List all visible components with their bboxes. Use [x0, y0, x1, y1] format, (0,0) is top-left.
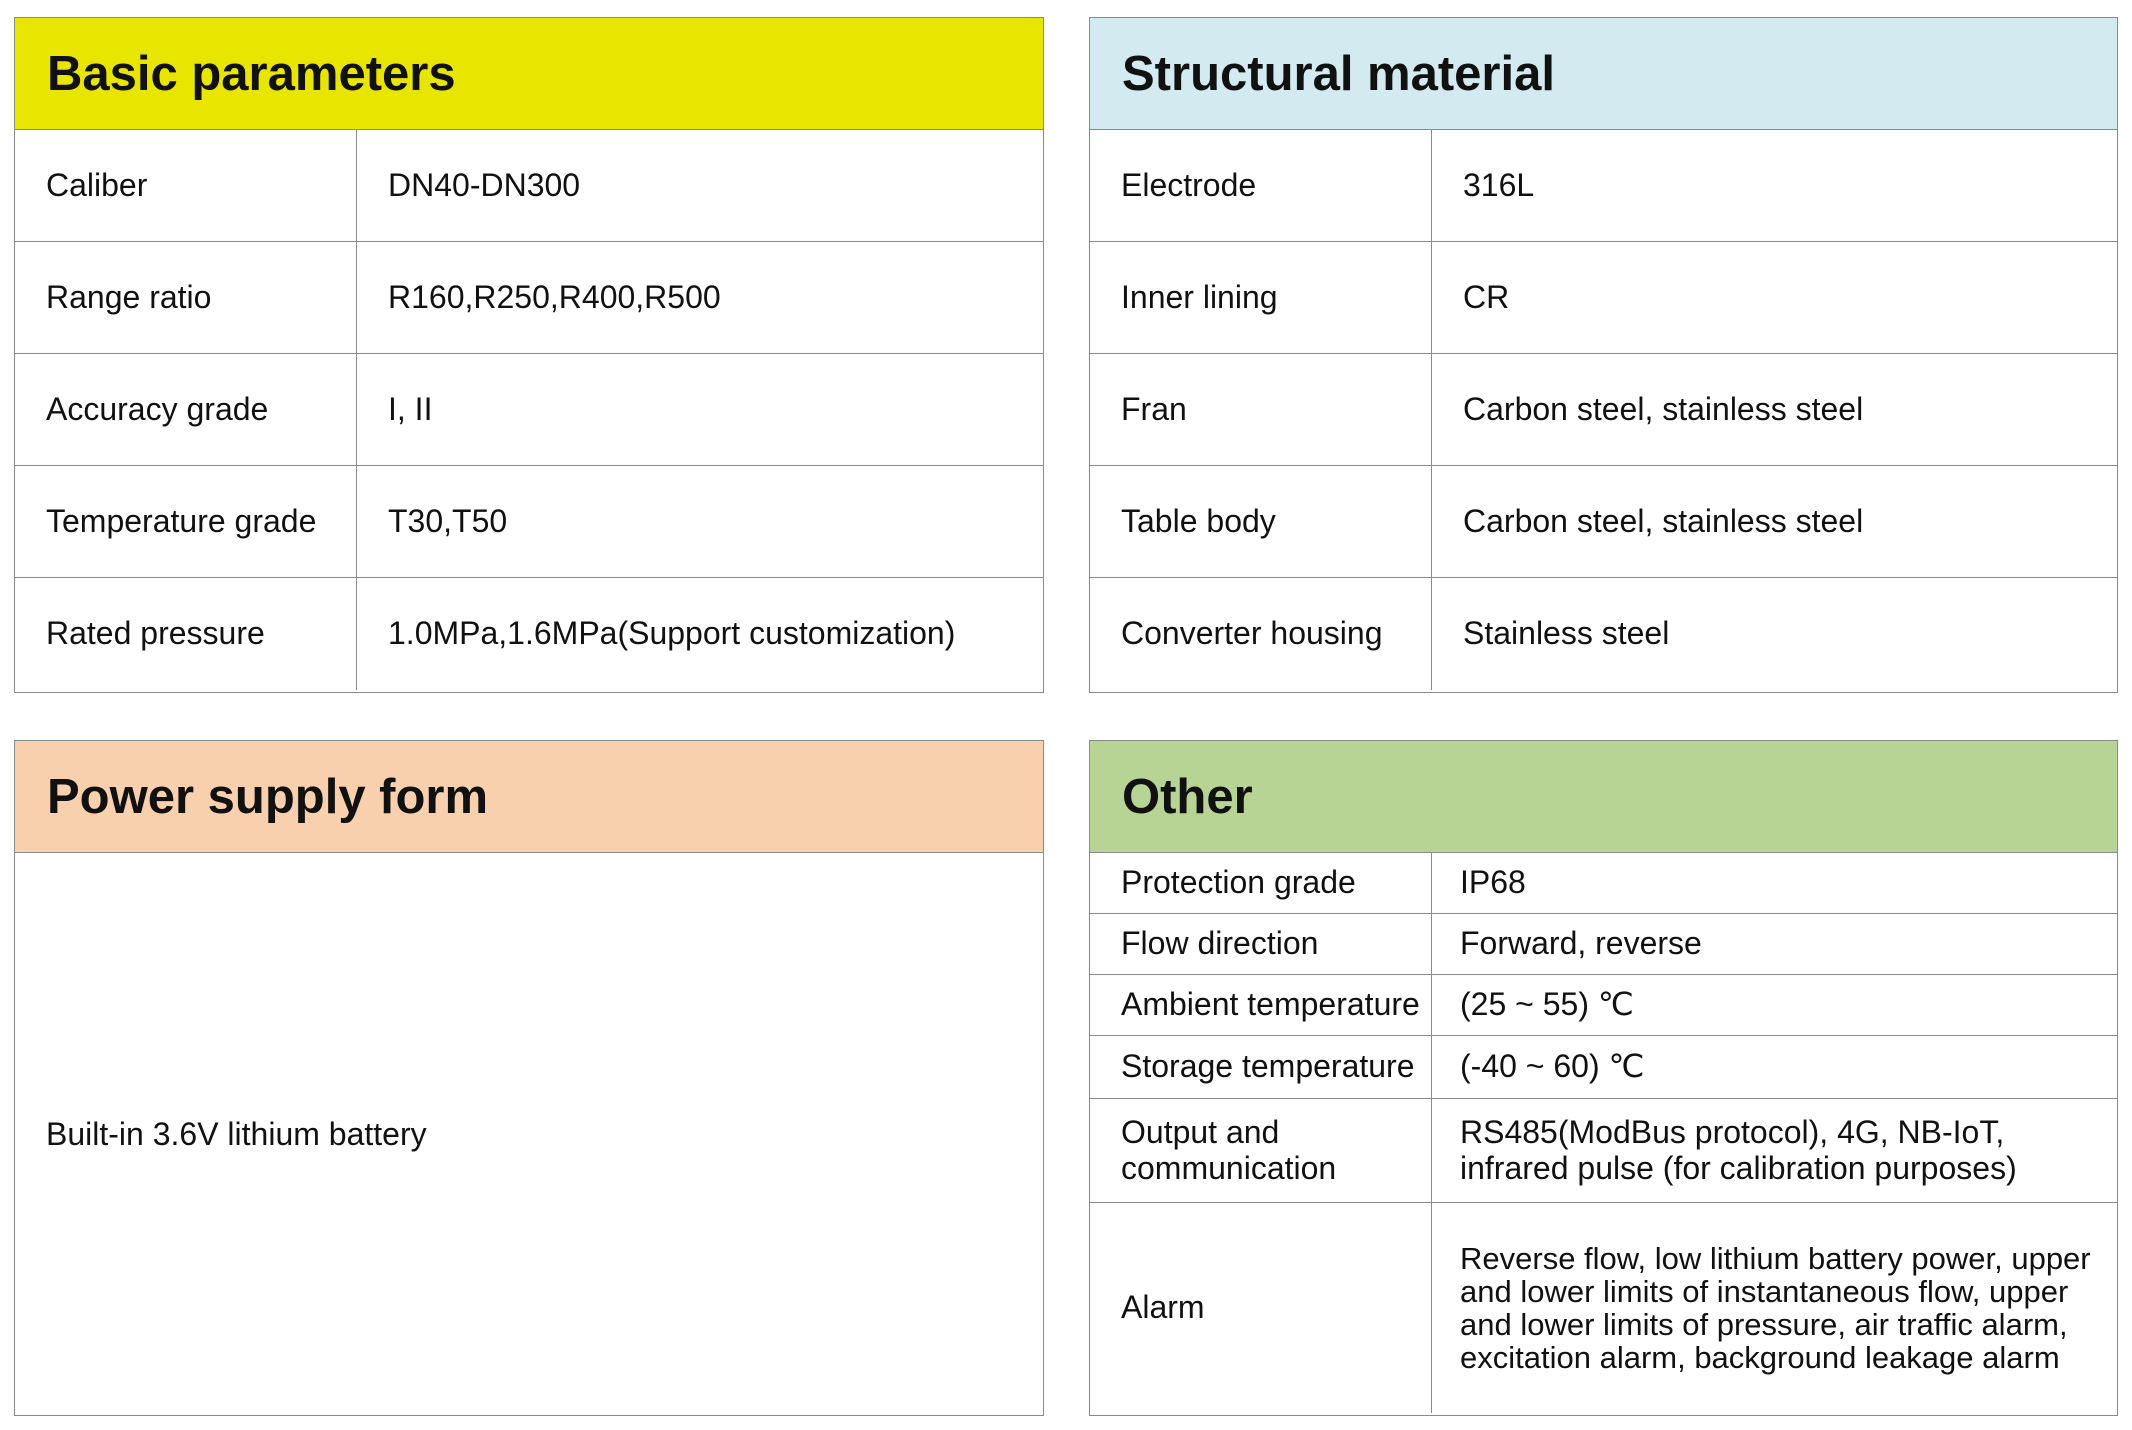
- basic-parameters-header: Basic parameters: [15, 18, 1043, 130]
- row-value: Carbon steel, stainless steel: [1463, 390, 1864, 427]
- row-value: CR: [1463, 278, 1510, 315]
- power-supply-text: Built-in 3.6V lithium battery: [46, 1115, 427, 1152]
- row-label: Rated pressure: [15, 578, 357, 690]
- row-value: T30,T50: [388, 502, 508, 539]
- row-label: Ambient temperature: [1090, 975, 1432, 1035]
- power-supply-card: [14, 740, 1044, 1416]
- row-label: Storage temperature: [1090, 1036, 1432, 1098]
- row-value: I, II: [388, 390, 433, 427]
- row-label: Flow direction: [1090, 914, 1432, 974]
- table-row: [1090, 242, 2117, 354]
- row-value: RS485(ModBus protocol), 4G, NB-IoT, infrared pulse (for calibration purposes): [1460, 1113, 2017, 1186]
- row-value: IP68: [1460, 864, 1526, 901]
- row-value: Forward, reverse: [1460, 925, 1702, 962]
- row-label: Converter housing: [1090, 578, 1432, 690]
- table-row: [15, 130, 1043, 242]
- table-row: [1090, 914, 2117, 975]
- structural-material-card: [1089, 17, 2118, 693]
- table-row: [15, 466, 1043, 578]
- row-label: Range ratio: [15, 242, 357, 353]
- power-supply-header: Power supply form: [15, 741, 1043, 853]
- row-label: Protection grade: [1090, 853, 1432, 913]
- row-value: R160,R250,R400,R500: [388, 278, 721, 315]
- row-label: Alarm: [1090, 1203, 1432, 1413]
- row-value: (25 ~ 55) ℃: [1460, 986, 1634, 1023]
- row-value: Reverse flow, low lithium battery power, upper and lower limits of instantaneous flow, upper and lower limits of pressure, air traffic alarm, excitation alarm, background leakage alarm: [1460, 1240, 2091, 1376]
- table-row: [15, 242, 1043, 354]
- row-label: Electrode: [1090, 130, 1432, 241]
- table-row: [1090, 1099, 2117, 1203]
- table-row: [1090, 578, 2117, 690]
- row-label: Accuracy grade: [15, 354, 357, 465]
- table-row: [1090, 853, 2117, 914]
- basic-parameters-card: [14, 17, 1044, 693]
- table-row: [1090, 466, 2117, 578]
- table-row: [1090, 130, 2117, 242]
- row-label: Caliber: [15, 130, 357, 241]
- row-label: Table body: [1090, 466, 1432, 577]
- row-label: Inner lining: [1090, 242, 1432, 353]
- row-label: Output and communication: [1090, 1099, 1432, 1202]
- row-value: Stainless steel: [1463, 615, 1670, 652]
- table-row: [1090, 975, 2117, 1036]
- structural-material-header: Structural material: [1090, 18, 2117, 130]
- row-value: 316L: [1463, 166, 1535, 203]
- row-value: 1.0MPa,1.6MPa(Support customization): [388, 615, 956, 652]
- other-header: Other: [1090, 741, 2117, 853]
- table-row: [1090, 354, 2117, 466]
- table-row: [1090, 1203, 2117, 1413]
- table-row: [15, 578, 1043, 690]
- row-value: Carbon steel, stainless steel: [1463, 502, 1864, 539]
- table-row: [1090, 1036, 2117, 1099]
- table-row: [15, 354, 1043, 466]
- row-value: (-40 ~ 60) ℃: [1460, 1048, 1645, 1085]
- row-value: DN40-DN300: [388, 166, 581, 203]
- row-label: Fran: [1090, 354, 1432, 465]
- row-label: Temperature grade: [15, 466, 357, 577]
- other-card: [1089, 740, 2118, 1416]
